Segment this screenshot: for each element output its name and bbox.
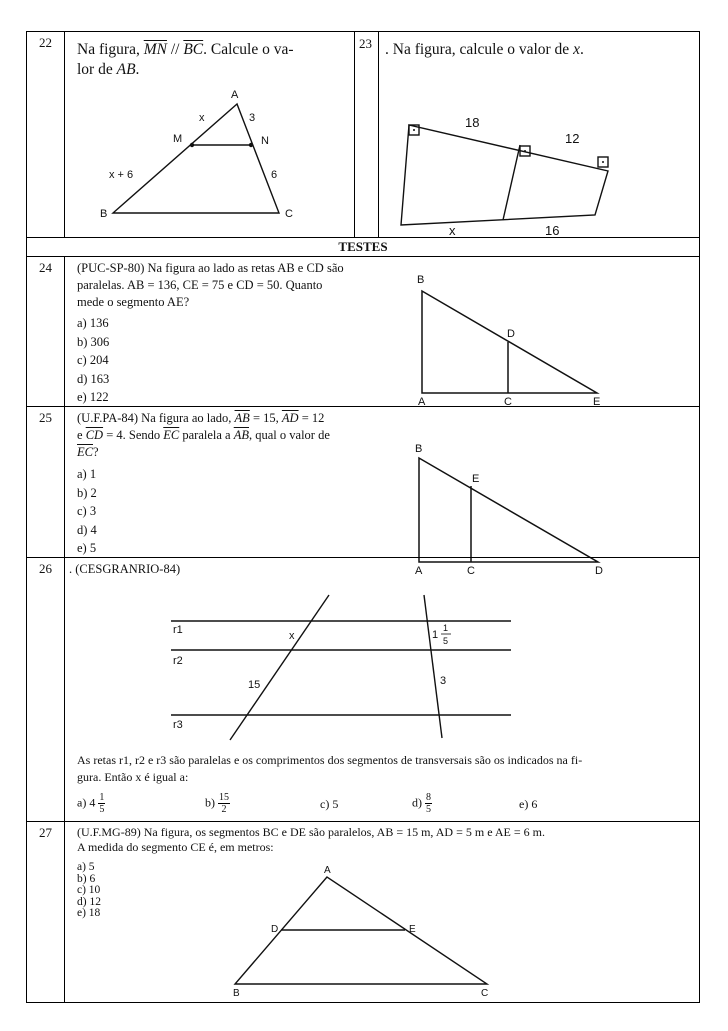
triangle-figure-24	[27, 257, 701, 408]
label-A: A	[418, 396, 426, 408]
option: c) 204	[77, 353, 109, 367]
question-26-options	[77, 792, 687, 818]
option: c) 10	[77, 884, 101, 896]
option: c) 3	[77, 504, 97, 518]
label-frac-den: 5	[443, 636, 449, 646]
label-D: D	[271, 924, 279, 935]
label-1: 1	[432, 629, 439, 641]
row-24	[26, 256, 700, 407]
label-B: B	[415, 443, 423, 455]
label-x-plus-6: x + 6	[109, 169, 134, 181]
label-16: 16	[545, 223, 560, 238]
question-26-source: . (CESGRANRIO-84)	[69, 562, 181, 576]
question-23-text: . Na figura, calcule o valor de x.	[385, 41, 584, 58]
option: e) 18	[77, 907, 101, 919]
option-a: a) 4 $\frac{1}{5}$	[77, 792, 105, 815]
question-23	[379, 32, 701, 237]
label-x: x	[199, 112, 205, 124]
label-frac-num: 1	[443, 623, 449, 633]
option: d) 12	[77, 895, 101, 908]
option: d) 163	[77, 371, 110, 386]
worksheet	[26, 31, 700, 1003]
label-D: D	[507, 328, 515, 340]
question-22	[65, 32, 355, 237]
label-x: x	[449, 223, 456, 238]
question-number-26: 26	[27, 558, 65, 821]
question-27-text: (U.F.MG-89) Na figura, os segmentos BC e DE são paralelos, AB = 15 m, AD = 5 m e AE = 6 m. A medida do segmento CE é, em metros:	[77, 825, 545, 854]
option-d: d) $\frac{8}{5}$	[412, 792, 431, 815]
option: a) 136	[77, 316, 109, 330]
label-B: B	[417, 274, 425, 286]
triangle-figure-27	[27, 822, 701, 1004]
question-number-22: 22	[27, 32, 65, 237]
label-A: A	[231, 89, 239, 101]
option-b: b) $\frac{15}{2}$	[205, 792, 229, 815]
label-C: C	[285, 208, 293, 220]
label-C: C	[481, 988, 489, 999]
row-22-23	[26, 31, 700, 238]
option: a) 1	[77, 467, 97, 481]
question-number-23: 23	[359, 36, 372, 51]
option: b) 6	[77, 872, 96, 885]
label-3: 3	[440, 675, 447, 687]
question-number-27: 27	[27, 822, 65, 1002]
option: a) 5	[77, 861, 95, 873]
section-title-testes: TESTES	[26, 237, 700, 257]
question-25-text: (U.F.PA-84) Na figura ao lado, $\overline{AB} = 15$, $\overline{AD} = 12$ e $\overline{CD} = 4$. Sendo $\overline{EC}$ paralela a $\overline{AB}$, qual o valor de $\overline{EC}$?	[77, 411, 330, 459]
label-D: D	[595, 565, 603, 577]
label-C: C	[467, 565, 475, 577]
label-15: 15	[248, 679, 261, 691]
option-c: c) 5	[320, 797, 339, 811]
label-18: 18	[465, 115, 480, 130]
label-E: E	[593, 396, 601, 408]
label-6: 6	[271, 169, 278, 181]
question-number-25: 25	[27, 407, 65, 557]
row-27	[26, 821, 700, 1003]
option: e) 122	[77, 390, 109, 404]
label-E: E	[472, 473, 480, 485]
label-r1: r1	[173, 624, 183, 636]
triangle-figure-22	[65, 32, 355, 239]
option: e) 5	[77, 541, 97, 555]
label-A: A	[415, 565, 423, 577]
question-22-text: Na figura, $\overline{MN} // \overline{BC}$. Calcule o va- lor de AB.	[77, 41, 294, 78]
option: b) 306	[77, 334, 110, 349]
option: d) 4	[77, 522, 97, 537]
question-26-statement: As retas r1, r2 e r3 são paralelas e os comprimentos dos segmentos de transversais são os indicados na fi- gura. Então x é igual a:	[77, 753, 583, 784]
label-r2: r2	[173, 655, 183, 667]
label-B: B	[233, 988, 240, 999]
label-M: M	[173, 133, 183, 145]
question-number-23-cell	[355, 32, 379, 237]
label-N: N	[261, 135, 269, 147]
rectangles-figure-23	[379, 32, 701, 239]
option-e: e) 6	[519, 797, 538, 811]
label-x: x	[289, 630, 295, 642]
option: b) 2	[77, 485, 97, 500]
label-3: 3	[249, 112, 256, 124]
question-number-24: 24	[27, 257, 65, 406]
label-B: B	[100, 208, 108, 220]
label-E: E	[409, 924, 416, 935]
label-12: 12	[565, 131, 580, 146]
row-26	[26, 557, 700, 822]
label-C: C	[504, 396, 512, 408]
label-r3: r3	[173, 719, 183, 731]
label-A: A	[324, 865, 331, 876]
question-24-text: (PUC-SP-80) Na figura ao lado as retas AB e CD são paralelas. AB = 136, CE = 75 e CD = 50. Quanto mede o segmento AE?	[77, 261, 344, 309]
